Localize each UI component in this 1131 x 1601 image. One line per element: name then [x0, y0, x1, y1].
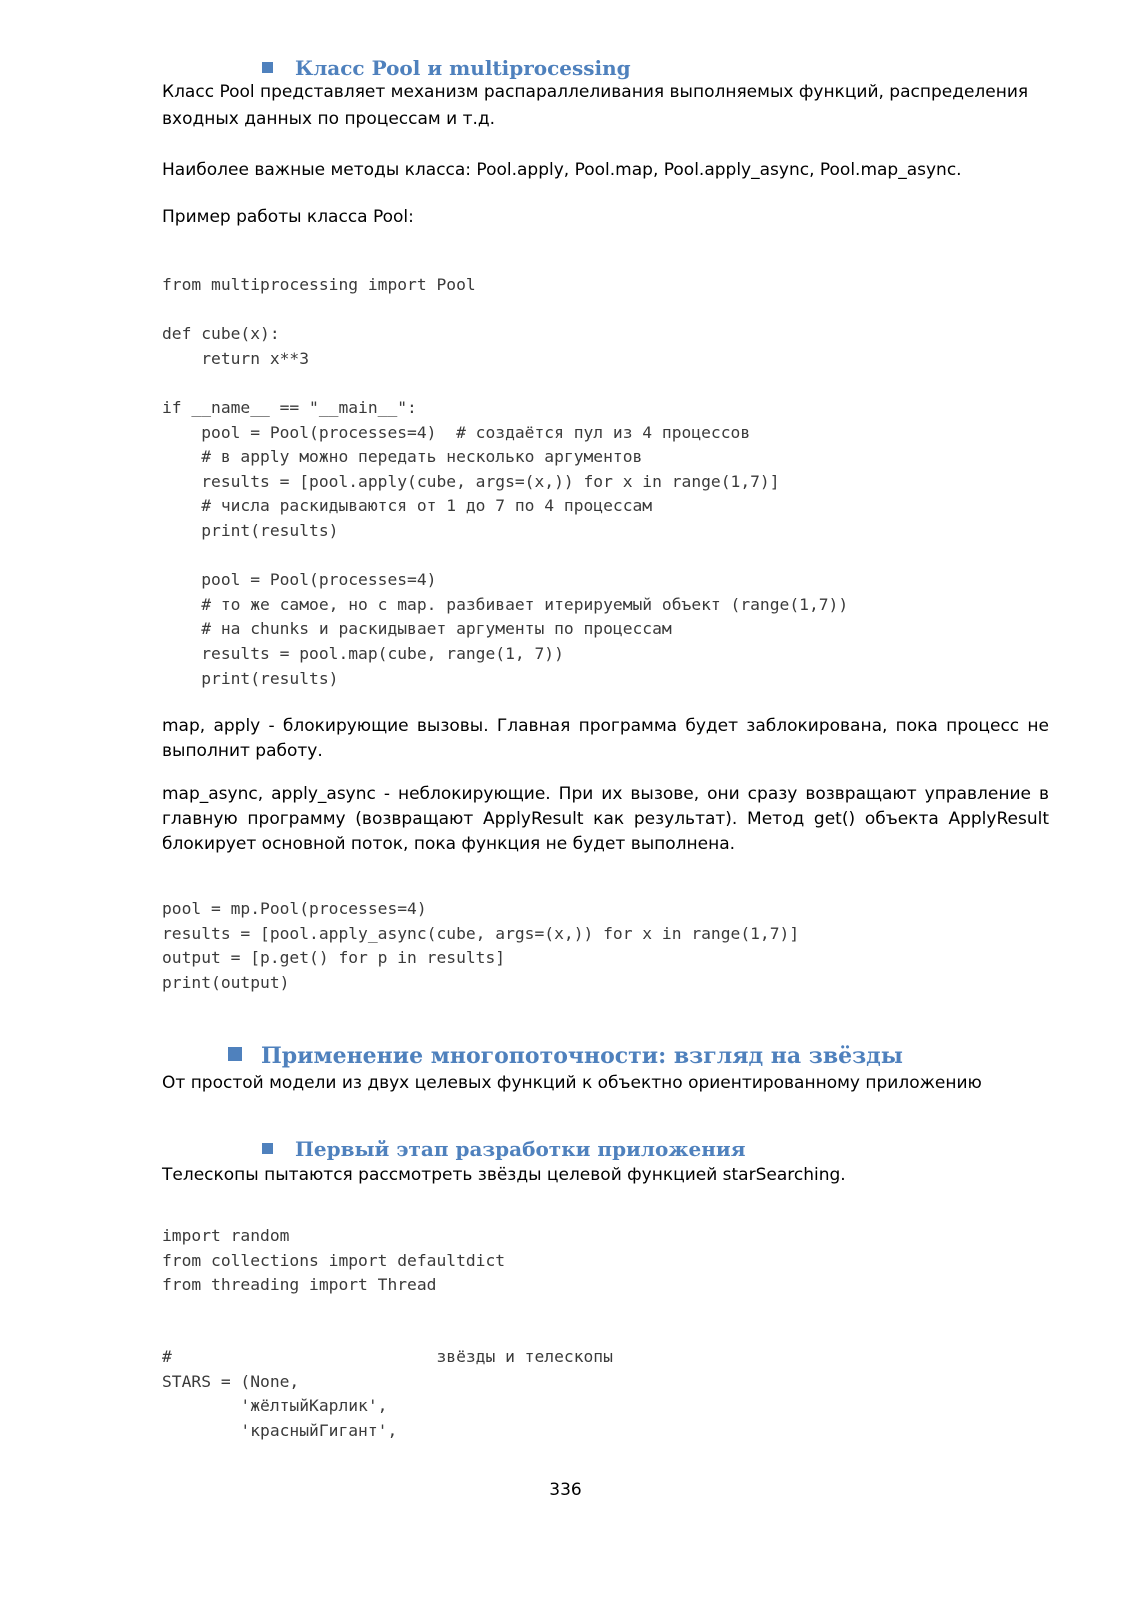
pool-methods-paragraph: Наиболее важные методы класса: Pool.apply, Pool.map, Pool.apply_async, Pool.map_async. [162, 160, 962, 180]
heading-first-stage [262, 1137, 746, 1161]
nonblocking-calls-paragraph: map_async, apply_async - неблокирующие. При их вызове, они сразу возвращают управление в главную программу (возвращают ApplyResult как результат). Метод get() объекта ApplyResult блокирует основной поток, пока функция не будет выполнена. [162, 784, 1049, 854]
code-block-imports: import random from collections import defaultdict from threading import Thread [162, 1226, 506, 1295]
square-bullet-icon [262, 62, 273, 73]
blocking-calls-paragraph: map, apply - блокирующие вызовы. Главная программа будет заблокирована, пока процесс не выполнит работу. [162, 716, 1049, 761]
square-bullet-icon [262, 1143, 273, 1154]
pool-example-label: Пример работы класса Pool: [162, 207, 414, 227]
heading-pool-multiprocessing [262, 56, 631, 80]
heading-text: Применение многопоточности: взгляд на звёзды [261, 1043, 903, 1069]
heading-multithreading-stars [228, 1042, 903, 1070]
square-bullet-icon [228, 1047, 242, 1061]
code-block-apply-async: pool = mp.Pool(processes=4) results = [pool.apply_async(cube, args=(x,)) for x in range(1,7)] output = [p.get() for p in results] print(output) [162, 899, 800, 992]
code-block-pool-example: from multiprocessing import Pool def cube(x): return x**3 if __name__ == "__main__": pool = Pool(processes=4) # создаётся пул из 4 процессов # в apply можно передать несколько аргументов results = [pool.apply(cube, args=(x,)) for x in range(1,7)] # числа раскидываются от 1 до 7 по 4 процессам print(results) pool = Pool(processes=4) # то же самое, но с map. разбивает итерируемый объект (range(1,7)) # на chunks и раскидывает аргументы по процессам results = pool.map(cube, range(1, 7)) print(results) [162, 275, 849, 688]
stars-subtitle-paragraph: От простой модели из двух целевых функций к объектно ориентированному приложению [162, 1073, 982, 1093]
page-number: 336 [549, 1480, 582, 1500]
heading-text: Класс Pool и multiprocessing [295, 56, 631, 80]
heading-text: Первый этап разработки приложения [295, 1137, 746, 1161]
code-block-stars: # звёзды и телескопы STARS = (None, 'жёлтыйКарлик', 'красныйГигант', [162, 1347, 613, 1440]
pool-intro-paragraph: Класс Pool представляет механизм распараллеливания выполняемых функций, распределения входных данных по процессам и т.д. [162, 82, 1029, 129]
first-stage-intro-paragraph: Телескопы пытаются рассмотреть звёзды целевой функцией starSearching. [162, 1165, 846, 1185]
